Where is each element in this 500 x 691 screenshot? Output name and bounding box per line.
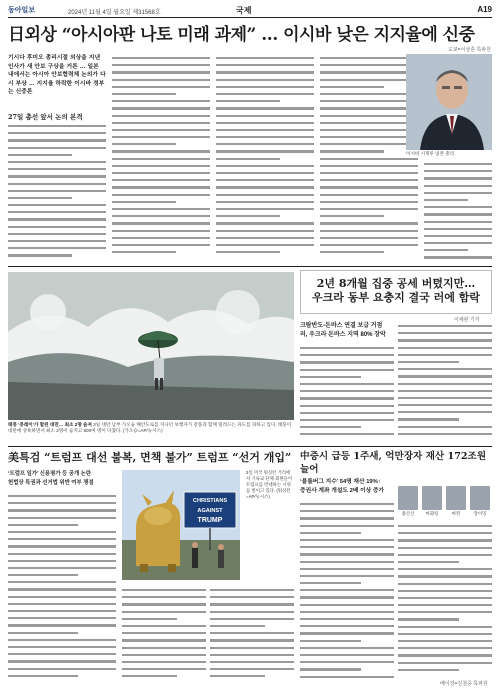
divider <box>8 266 492 267</box>
protest-illustration <box>122 470 240 580</box>
article1-headline: 日외상 “아시아판 나토 미래 과제” … 이시바 낮은 지지율에 신중 <box>8 25 475 45</box>
protest-photo-caption: 3일 미국 워싱턴 거리에서 기독교 단체 회원들이 트럼프를 반대하는 시위를 벌이고 있다. (워싱턴=AP/뉴시스) <box>246 470 293 499</box>
mugshot-1 <box>398 486 418 510</box>
article2-headline-line2: 우크라 동부 요충지 결국 러에 함락 <box>312 291 480 304</box>
article3-subhead <box>8 470 116 488</box>
article4-column-1 <box>300 500 394 686</box>
article2-subhead-1: 크람반도-돈바스 연결 보급 거점 <box>300 323 383 329</box>
ishiba-photo-caption: 이시바 시게루 일본 총리 <box>406 151 455 156</box>
page-number: A19 <box>477 5 492 14</box>
section-title: 국제 <box>236 6 252 15</box>
mugshot-name-2: 마화텅 <box>425 511 439 516</box>
mugshot-name-3: 마윈 <box>451 511 461 516</box>
article1-column-4 <box>320 54 418 262</box>
article2-subhead <box>300 322 396 340</box>
article2-byline: 이채완 기자 <box>454 317 480 323</box>
billionaire-mugshots <box>398 478 492 518</box>
article4-headline: 中증시 급등 1주새, 억만장자 재산 172조원 늘어 <box>300 451 487 475</box>
typhoon-caption-title: 태풍 ‘콩레이’가 할퀸 대만… 최소 2명 숨져 <box>8 422 92 427</box>
article3-column-3 <box>210 586 294 686</box>
article2-column-2 <box>398 322 492 442</box>
mugshot-2 <box>422 486 442 510</box>
typhoon-caption-text: 3일 대만 남부 가오슝 해안도로를 지나던 보행자가 강풍과 함께 밀려드는 파도를 피하고 있다. 태풍이 대만에 상륙하면서 최소 2명이 숨지고 500여 명이 다쳤다. (가오슝=AP/뉴시스) <box>8 422 292 434</box>
mugshot-3 <box>446 486 466 510</box>
article3-column-2 <box>122 586 206 686</box>
article1-subhead: 27일 총선 앞서 논의 본격 <box>8 113 83 121</box>
article3-column-1 <box>8 492 116 686</box>
portrait-illustration <box>406 54 492 150</box>
protest-sign-line2: AGAINST <box>197 508 223 514</box>
article4-subhead-2: 증권사 계좌 개설도 2배 이상 증가 <box>300 488 385 494</box>
protest-sign-line1: CHRISTIANS <box>192 498 228 504</box>
mugshot-name-4: 장이밍 <box>473 511 487 516</box>
article3-subhead-2: 헌법상 특권과 선거법 위반 여부 쟁점 <box>8 480 94 486</box>
article3-subhead-1: ‘트럼프 일가’ 신용평가 등 공개 논란 <box>8 471 92 477</box>
article2-column-1 <box>300 344 394 442</box>
article1-column-2 <box>112 54 210 262</box>
article2-headline-box <box>300 270 492 314</box>
newspaper-brand: 동아일보 <box>8 7 36 14</box>
protest-sign-line3: TRUMP <box>197 517 223 524</box>
article1-byline: 도쿄=이상훈 특파원 <box>448 47 491 53</box>
issue-date: 2024년 11월 4일 월요일 제31568호 <box>68 10 161 16</box>
mugshot-4 <box>470 486 490 510</box>
mugshot-name-1: 종산산 <box>401 511 415 516</box>
wave-illustration <box>8 272 294 420</box>
article4-subhead-1: ‘블룸버그 지수’ 54명 재산 19%↑ <box>300 479 381 485</box>
article3-headline: 美특검 “트럼프 대선 불복, 면책 불가” 트럼프 “선거 개입” <box>8 451 292 464</box>
protest-photo <box>122 470 240 580</box>
article2-subhead-2: 러, 우크라 돈바스 지역 80% 장악 <box>300 332 386 338</box>
article1-lead: 기시다 후미오 총리시절 외상을 지낸 인사가 새 안보 구상을 거론 … 일본 내에서는 아시아 안보협력체 논의가 다시 부상 … 지지율 하락한 이시바 정부는 신중론 <box>8 55 106 96</box>
divider <box>8 446 492 447</box>
masthead <box>8 4 492 18</box>
article4-column-2 <box>398 522 492 678</box>
article1-column-1 <box>8 122 106 262</box>
article1-column-5 <box>424 160 492 262</box>
typhoon-photo <box>8 272 294 420</box>
typhoon-photo-caption <box>8 422 294 442</box>
article1-column-3 <box>216 54 314 262</box>
ishiba-photo <box>406 54 492 150</box>
article4-byline: 베이징=김철중 특파원 <box>440 681 488 687</box>
article2-headline-line1: 2년 8개월 집중 공세 버텼지만… <box>316 277 476 290</box>
